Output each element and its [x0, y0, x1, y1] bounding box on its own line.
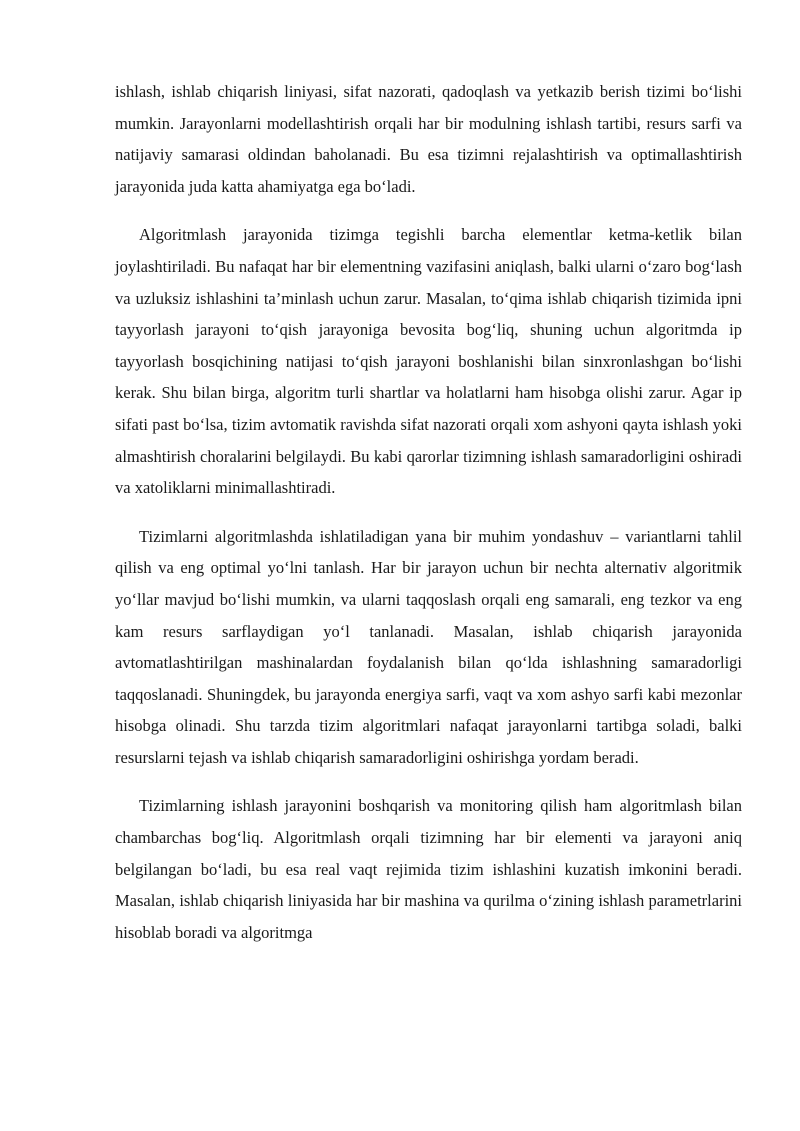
paragraph-continuation: ishlash, ishlab chiqarish liniyasi, sifat nazorati, qadoqlash va yetkazib berish tizimi bo‘lishi mumkin. Jarayonlarni modellashtirish orqali har bir modulning ishlash tartibi, resurs sarfi va natijaviy samarasi oldindan baholanadi. Bu esa tizimni rejalashtirish va optimallashtirish jarayonida juda katta ahamiyatga ega bo‘ladi.	[115, 82, 742, 196]
document-page	[115, 76, 742, 965]
paragraph-boshqarish-monitoring: Tizimlarning ishlash jarayonini boshqarish va monitoring qilish ham algoritmlash bilan chambarchas bog‘liq. Algoritmlash orqali tizimning har bir elementi va jarayoni aniq belgilangan bo‘ladi, bu esa real vaqt rejimida tizim ishlashini kuzatish imkonini beradi. Masalan, ishlab chiqarish liniyasida har bir mashina va qurilma o‘zining ishlash parametrlarini hisoblab boradi va algoritmga	[115, 796, 742, 942]
paragraph-algoritmlash-jarayoni: Algoritmlash jarayonida tizimga tegishli barcha elementlar ketma-ketlik bilan joylashtiriladi. Bu nafaqat har bir elementning vazifasini aniqlash, balki ularni o‘zaro bog‘lash va uzluksiz ishlashini ta’minlash uchun zarur. Masalan, to‘qima ishlab chiqarish tizimida ipni tayyorlash jarayoni to‘qish jarayoniga bevosita bog‘liq, shuning uchun algoritmda ip tayyorlash bosqichining natijasi to‘qish jarayoni boshlanishi bilan sinxronlashgan bo‘lishi kerak. Shu bilan birga, algoritm turli shartlar va holatlarni ham hisobga olishi zarur. Agar ip sifati past bo‘lsa, tizim avtomatik ravishda sifat nazorati orqali xom ashyoni qayta ishlash yoki almashtirish choralarini belgilaydi. Bu kabi qarorlar tizimning ishlash samaradorligini oshiradi va xatoliklarni minimallashtiradi.	[115, 225, 742, 498]
paragraph-variantlar-tahlili: Tizimlarni algoritmlashda ishlatiladigan yana bir muhim yondashuv – variantlarni tahlil qilish va eng optimal yo‘lni tanlash. Har bir jarayon uchun bir nechta alternativ algoritmik yo‘llar mavjud bo‘lishi mumkin, va ularni taqqoslash orqali eng samarali, eng tezkor va eng kam resurs sarflaydigan yo‘l tanlanadi. Masalan, ishlab chiqarish jarayonida avtomatlashtirilgan mashinalardan foydalanish bilan qo‘lda ishlashning samaradorligi taqqoslanadi. Shuningdek, bu jarayonda energiya sarfi, vaqt va xom ashyo sarfi kabi mezonlar hisobga olinadi. Shu tarzda tizim algoritmlari nafaqat jarayonlarni tartibga soladi, balki resurslarni tejash va ishlab chiqarish samaradorligini oshirishga yordam beradi.	[115, 526, 742, 767]
